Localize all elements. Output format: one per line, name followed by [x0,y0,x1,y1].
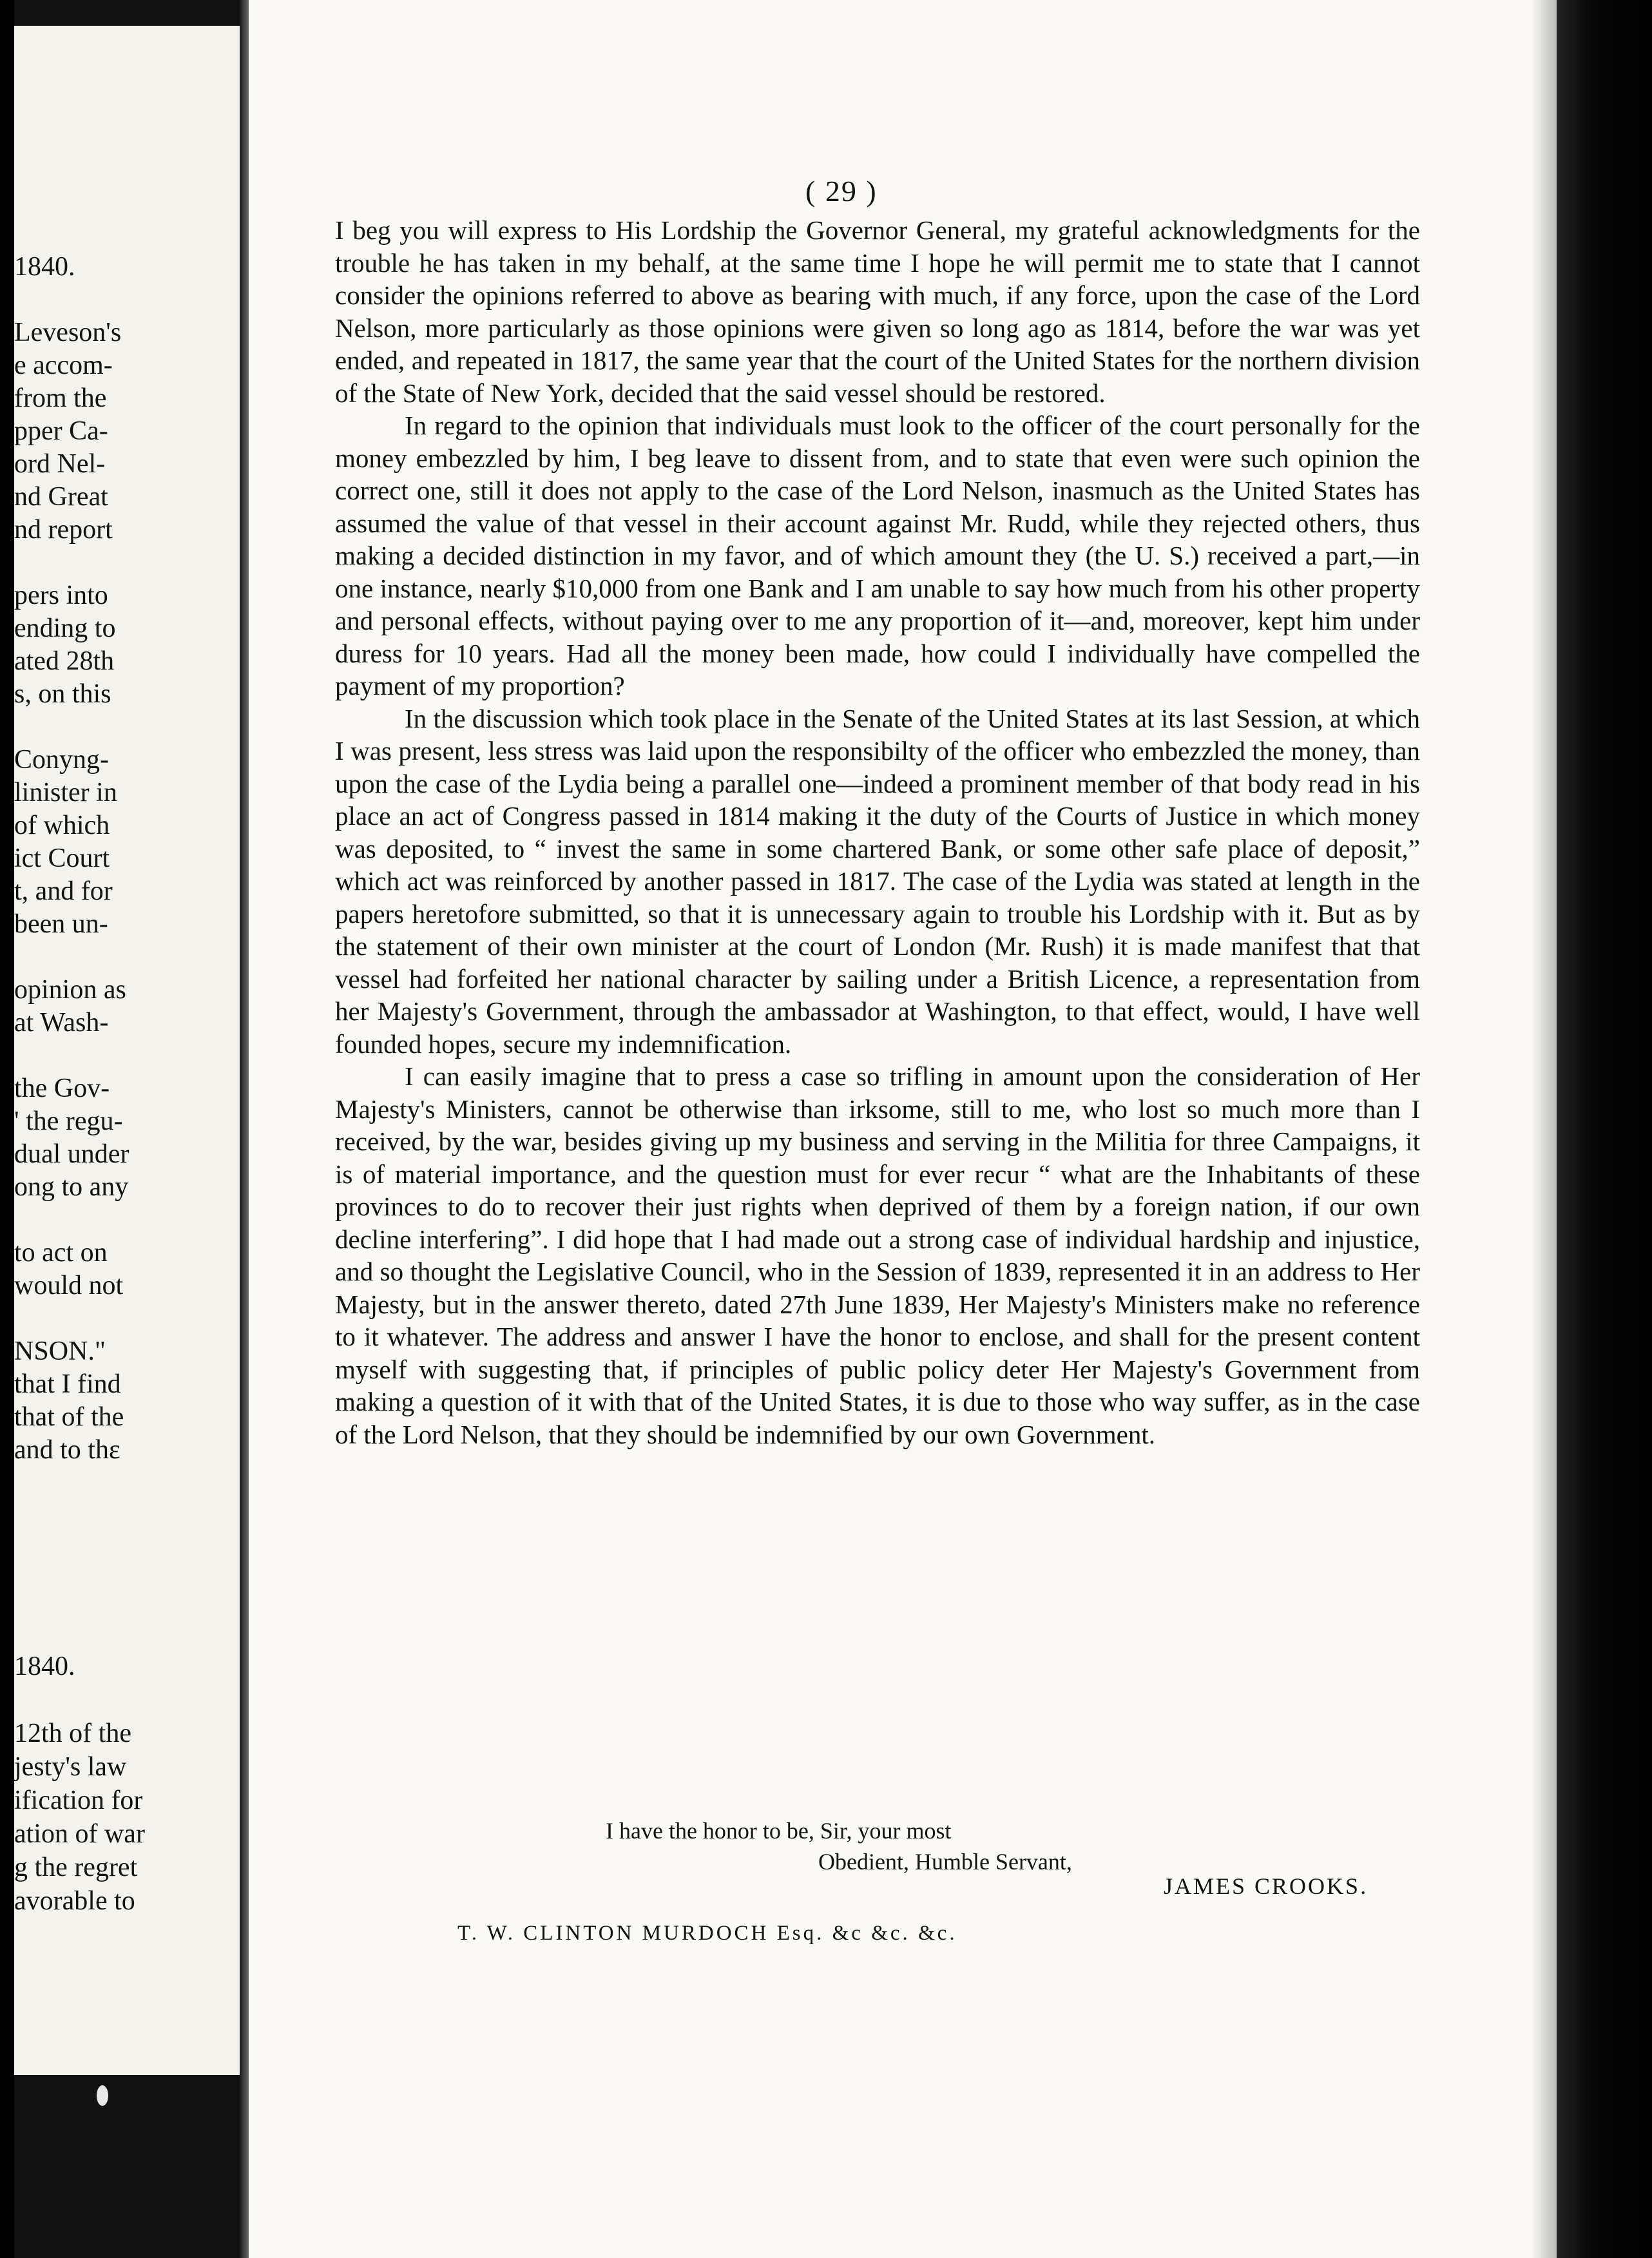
facing-page-line: 1840. [14,1652,75,1681]
facing-page-line: ending to [14,613,116,643]
facing-page-line: to act on [14,1238,108,1268]
addressee: T. W. CLINTON MURDOCH Esq. &c &c. &c. [457,1922,957,1945]
letter-body [335,214,1420,1451]
closing-line-2: Obedient, Humble Servant, [818,1849,1072,1875]
facing-page-line: that of the [14,1402,124,1432]
paragraph-3: In the discussion which took place in the Senate of the United States at its last Session, at which I was present, less stress was laid upon the responsibilty of the officer who embezzled the money, than upon the case of the Lydia being a parallel one—indeed a prominent member of that body read in his place an act of Congress passed in 1814 making it the duty of the Courts of Justice in which money was deposited, to “ invest the same in some chartered Bank, or some other safe place of deposit,” which act was reinforced by another passed in 1817. The case of the Lydia was stated at length in the papers heretofore submitted, so that it is unnecessary again to trouble his Lordship with it. But as by the statement of their own minister at the court of London (Mr. Rush) it is made manifest that that vessel had forfeited her national character by sailing under a British Licence, a representation from her Majesty's Government, through the ambassador at Washington, to that effect, would, I have well founded hopes, secure my indemnification. [335,703,1420,1059]
facing-page-line: Leveson's [14,318,122,347]
closing-line-1: I have the honor to be, Sir, your most [606,1818,952,1844]
facing-page-line: linister in [14,778,117,807]
signature: JAMES CROOKS. [1164,1873,1369,1899]
facing-page-line: jesty's law [14,1752,127,1782]
facing-page-line: t, and for [14,876,113,906]
scan-left-edge [0,0,14,2258]
paragraph-2: In regard to the opinion that individuals must look to the officer of the court personally for the money embezzled by him, I beg leave to dissent from, and to state that even were such opinion the correct one, still it does not apply to the case of the Lord Nelson, inasmuch as the United States has assumed the value of that vessel in their account against Mr. Rudd, while they rejected others, thus making a decided distinction in my favor, and of which amount they (the U. S.) received a part,—in one instance, nearly $10,000 from one Bank and I am unable to say how much from his other property and personal effects, without paying over to me any proportion of it—and, moreover, kept him under duress for 10 years. Had all the money been made, how could I individually have compelled the payment of my proportion? [335,410,1420,700]
page-number: ( 29 ) [805,175,878,207]
facing-page-line: and to thɛ [14,1435,120,1465]
facing-page-line: g the regret [14,1853,138,1882]
facing-page-line: nd Great [14,482,108,512]
facing-page-line: nd report [14,515,113,545]
facing-page-line: of which [14,811,110,840]
facing-page-line: from the [14,383,107,413]
scan-speck [97,2085,108,2106]
facing-page-line: been un- [14,909,108,939]
facing-page-line: would not [14,1271,124,1300]
facing-page-line: avorable to [14,1886,135,1916]
facing-page-line: NSON." [14,1336,106,1366]
scan-right-edge [1557,0,1652,2258]
facing-page-line: ification for [14,1786,143,1815]
facing-page-line: dual under [14,1139,130,1169]
facing-page-line: ation of war [14,1819,145,1849]
facing-page-line: ong to any [14,1172,129,1202]
facing-page-line: the Gov- [14,1074,110,1103]
facing-page-line: s, on this [14,679,111,709]
facing-page-line: Conyng- [14,745,109,775]
page-edge-shadow [1531,0,1557,2258]
facing-page-line: pper Ca- [14,416,108,446]
paragraph-4: I can easily imagine that to press a case so trifling in amount upon the consideration of Her Majesty's Ministers, cannot be otherwise than irksome, still to me, who lost so much more than I received, by the war, besides giving up my business and serving in the Militia for three Campaigns, it is of material importance, and the question must for ever recur “ what are the Inhabitants of these provinces to do to recover their just rights when deprived of them by a foreign nation, if our own decline interfering”. I did hope that I had made out a strong case of individual hardship and injustice, and so thought the Legislative Council, who in the Session of 1839, represented it in an address to Her Majesty, but in the answer thereto, dated 27th June 1839, Her Majesty's Ministers make no reference to it whatever. The address and answer I have the honor to enclose, and shall for the present content myself with suggesting that, if principles of public policy deter Her Majesty's Government from making a question of it with that of the United States, it is due to those who way suffer, as in the case of the Lord Nelson, that they should be indemnified by our own Government. [335,1061,1420,1449]
book-gutter [240,0,249,2258]
facing-page-line: pers into [14,581,108,610]
facing-page-line: at Wash- [14,1008,109,1037]
facing-page-line: opinion as [14,975,126,1005]
facing-page-fragment [14,26,244,2075]
facing-page-line: ' the regu- [14,1106,123,1136]
facing-page-line: 12th of the [14,1719,131,1748]
paragraph-1: I beg you will express to His Lordship the Governor General, my grateful acknowledgments for the trouble he has taken in my behalf, at the same time I hope he will permit me to state that I cannot consider the opinions referred to above as bearing with much, if any force, upon the case of the Lord Nelson, more particularly as those opinions were given so long ago as 1814, before the war was yet ended, and repeated in 1817, the same year that the court of the United States for the northern division of the State of New York, decided that the said vessel should be restored. [335,215,1420,408]
facing-page-line: that I find [14,1369,121,1399]
facing-page-line: e accom- [14,351,113,380]
facing-page-line: ated 28th [14,646,115,676]
facing-page-line: ict Court [14,844,110,873]
facing-page-line: 1840. [14,252,75,282]
facing-page-line: ord Nel- [14,449,106,479]
